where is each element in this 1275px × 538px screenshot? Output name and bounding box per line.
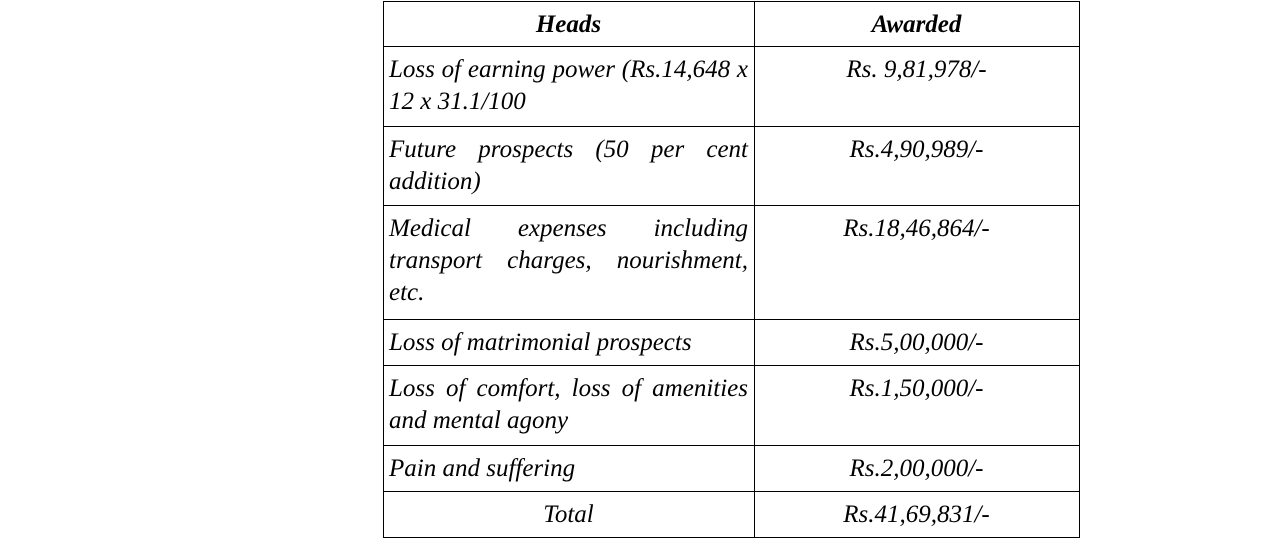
head-cell: Pain and suffering <box>384 446 755 492</box>
total-row <box>384 492 1080 538</box>
awarded-cell: Rs.4,90,989/- <box>755 127 1080 206</box>
total-label: Total <box>384 492 755 538</box>
awarded-cell: Rs.1,50,000/- <box>755 366 1080 446</box>
awarded-cell: Rs.2,00,000/- <box>755 446 1080 492</box>
table-header-row <box>384 2 1080 47</box>
head-cell: Loss of earning power (Rs.14,648 x 12 x 31.1/100 <box>384 47 755 127</box>
total-amount: Rs.41,69,831/- <box>755 492 1080 538</box>
table-row <box>384 127 1080 206</box>
awarded-cell: Rs. 9,81,978/- <box>755 47 1080 127</box>
awarded-cell: Rs.18,46,864/- <box>755 206 1080 320</box>
table-row <box>384 47 1080 127</box>
column-header-awarded: Awarded <box>755 2 1080 47</box>
awarded-cell: Rs.5,00,000/- <box>755 320 1080 366</box>
head-cell: Loss of comfort, loss of amenities and mental agony <box>384 366 755 446</box>
compensation-table <box>383 1 1080 538</box>
table-row <box>384 366 1080 446</box>
table-row <box>384 446 1080 492</box>
table-row <box>384 206 1080 320</box>
head-cell: Medical expenses including transport charges, nourishment, etc. <box>384 206 755 320</box>
column-header-heads: Heads <box>384 2 755 47</box>
table-row <box>384 320 1080 366</box>
head-cell: Loss of matrimonial prospects <box>384 320 755 366</box>
head-cell: Future prospects (50 per cent addition) <box>384 127 755 206</box>
